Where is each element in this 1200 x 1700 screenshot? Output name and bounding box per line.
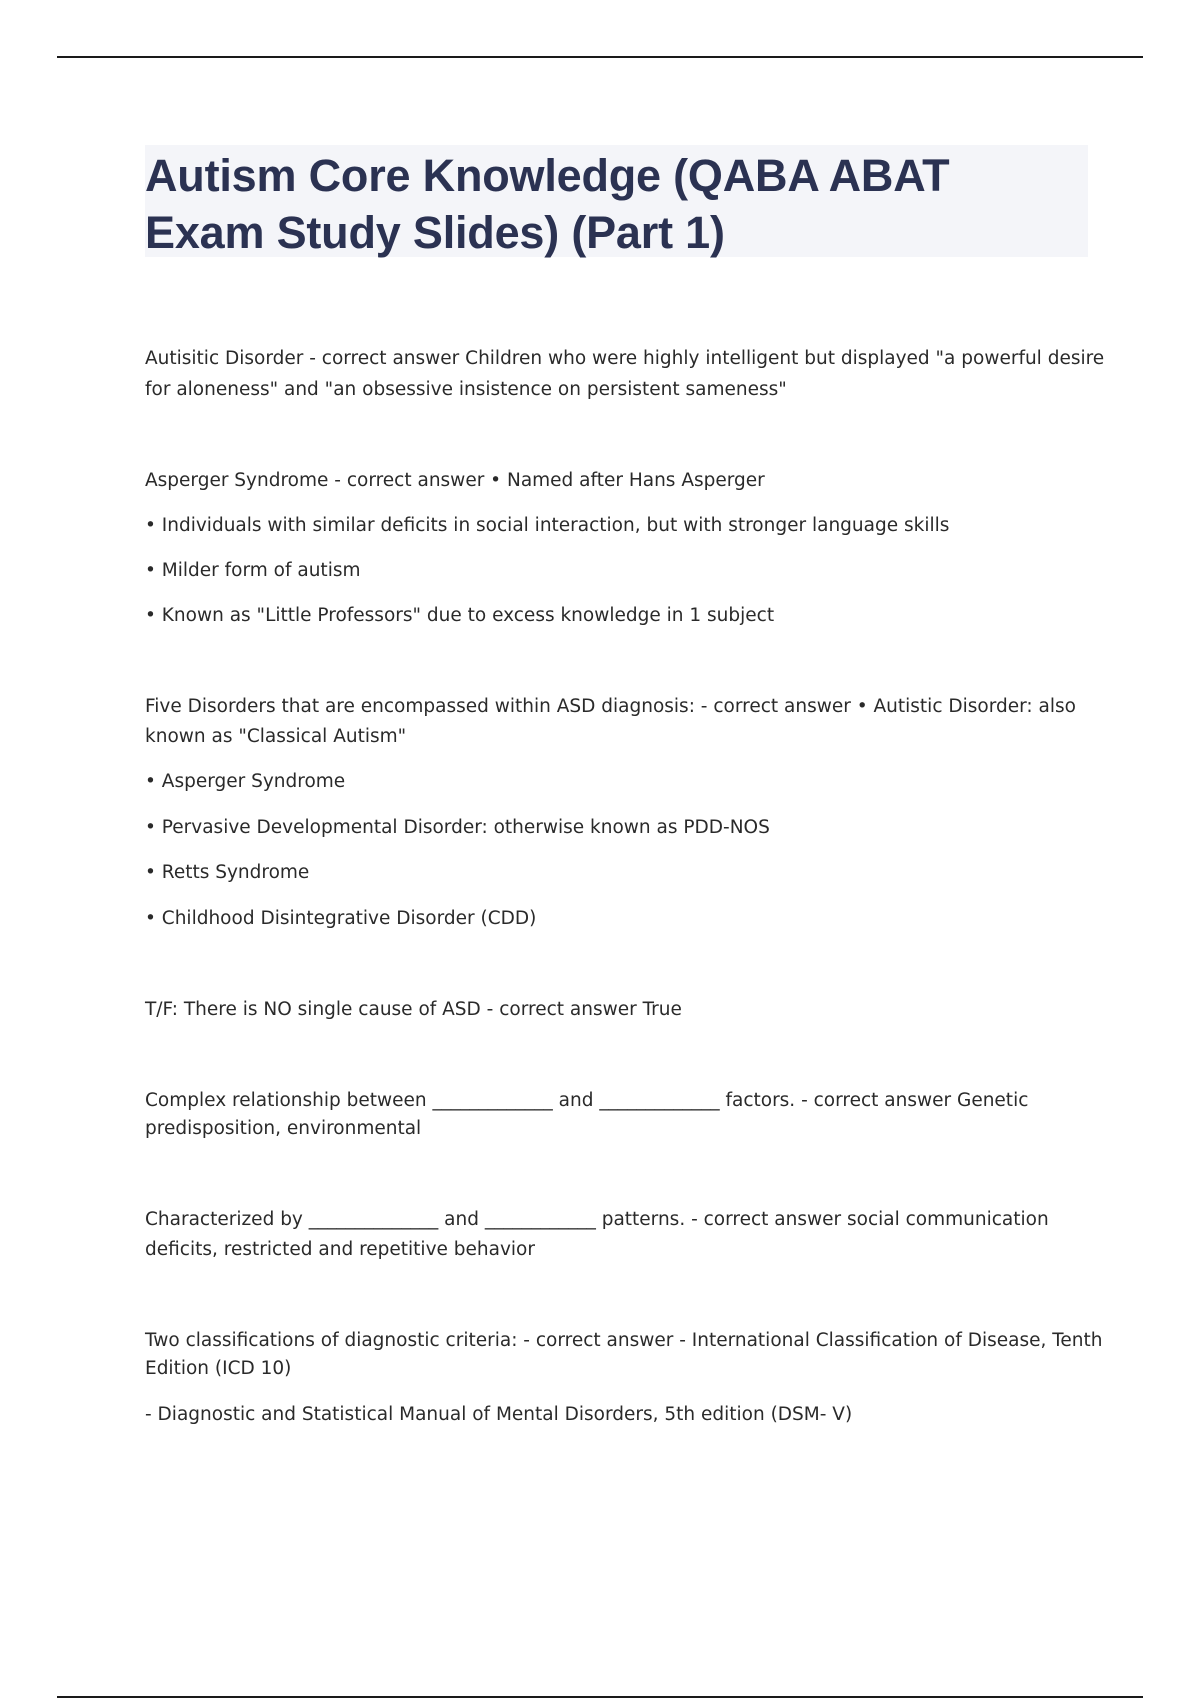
- entry-complex-relationship-line-2: predisposition, environmental: [145, 1118, 422, 1139]
- top-rule: [57, 56, 1143, 58]
- entry-asperger-bullet-3: • Known as "Little Professors" due to excess knowledge in 1 subject: [145, 605, 775, 626]
- title-line-1: Autism Core Knowledge (QABA ABAT: [145, 150, 950, 201]
- entry-characterized-line-1: Characterized by ______________ and ____________ patterns. - correct answer social communication: [145, 1209, 1049, 1230]
- entry-five-disorders-bullet-3: • Retts Syndrome: [145, 862, 310, 883]
- title-line-2: Exam Study Slides) (Part 1): [145, 207, 725, 258]
- entry-classifications-line-1: Two classifications of diagnostic criteria: - correct answer - International Classification of Disease, Tenth: [145, 1330, 1103, 1351]
- document-title: [145, 147, 1075, 261]
- entry-autistic-disorder-line-1: Autisitic Disorder - correct answer Children who were highly intelligent but displayed "a powerful desire: [145, 348, 1105, 369]
- entry-classifications-line-2: Edition (ICD 10): [145, 1358, 292, 1379]
- entry-five-disorders-line-2: known as "Classical Autism": [145, 726, 407, 747]
- entry-classifications-line-3: - Diagnostic and Statistical Manual of Mental Disorders, 5th edition (DSM- V): [145, 1404, 853, 1425]
- entry-autistic-disorder-line-2: for aloneness" and "an obsessive insistence on persistent sameness": [145, 379, 787, 400]
- entry-five-disorders-bullet-2: • Pervasive Developmental Disorder: otherwise known as PDD-NOS: [145, 817, 770, 838]
- entry-true-false-line-1: T/F: There is NO single cause of ASD - correct answer True: [145, 999, 682, 1020]
- entry-asperger-bullet-2: • Milder form of autism: [145, 560, 361, 581]
- entry-asperger-line-1: Asperger Syndrome - correct answer • Named after Hans Asperger: [145, 470, 765, 491]
- entry-asperger-bullet-1: • Individuals with similar deficits in social interaction, but with stronger language skills: [145, 515, 950, 536]
- bottom-rule: [57, 1696, 1143, 1698]
- entry-five-disorders-bullet-4: • Childhood Disintegrative Disorder (CDD): [145, 908, 537, 929]
- entry-complex-relationship-line-1: Complex relationship between _____________ and _____________ factors. - correct answer Genetic: [145, 1090, 1029, 1111]
- entry-five-disorders-line-1: Five Disorders that are encompassed within ASD diagnosis: - correct answer • Autistic Disorder: also: [145, 696, 1076, 717]
- entry-five-disorders-bullet-1: • Asperger Syndrome: [145, 771, 346, 792]
- entry-characterized-line-2: deficits, restricted and repetitive behavior: [145, 1239, 535, 1260]
